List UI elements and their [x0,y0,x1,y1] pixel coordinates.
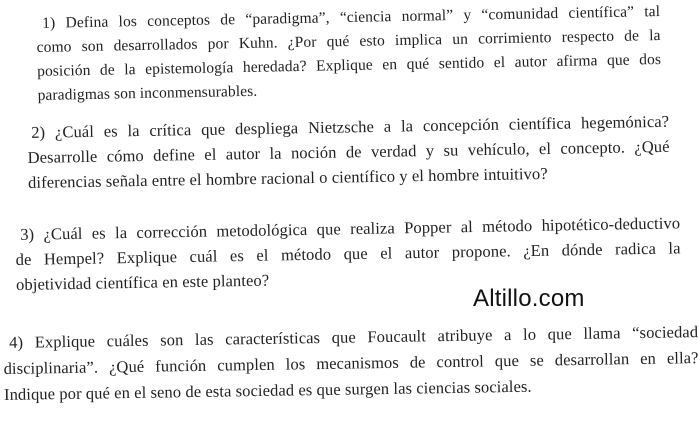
question-4-line-1: 4) Explique cuáles son las características que Foucault atribuye a lo que llama “sociedad [9,322,699,352]
question-1 [36,0,662,108]
question-3 [15,210,681,297]
watermark: Altillo.com [473,285,585,312]
question-3-line-3: objetividad científica en este planteo? [15,270,270,294]
question-2 [27,109,670,195]
question-3-line-2: de Hempel? Explique cuál es el método que el autor propone. ¿En dónde radica la [15,238,681,269]
question-2-line-3: diferencias señala entre el hombre racional o científico y el hombre intuitivo? [27,163,548,192]
question-2-line-2: Desarrolle cómo define el autor la noción de verdad y su vehículo, el concepto. ¿Qué [27,136,670,167]
question-1-line-3: posición de la epistemología heredada? Explique en qué sentido el autor afirma que dos [36,51,662,80]
question-4-line-3: Indique por qué en el seno de esta sociedad es que surgen las ciencias sociales. [3,376,532,404]
question-1-line-2: como son desarrollados por Kuhn. ¿Por qué esto implica un corrimiento respecto de la [36,27,661,56]
question-4 [3,319,699,408]
question-2-line-1: 2) ¿Cuál es la crítica que despliega Nietzsche a la concepción científica hegemónica? [31,111,670,142]
question-1-line-4: paradigmas son inconmensurables. [37,82,258,104]
question-4-line-2: disciplinaria”. ¿Qué función cumplen los mecanismos de control que se desarrollan en ella? [3,348,699,378]
question-3-line-1: 3) ¿Cuál es la corrección metodológica que realiza Popper al método hipotético-deductivo [20,213,681,244]
question-1-line-1: 1) Defina los conceptos de “paradigma”, “ciencia normal” y “comunidad científica” tal [42,3,661,32]
